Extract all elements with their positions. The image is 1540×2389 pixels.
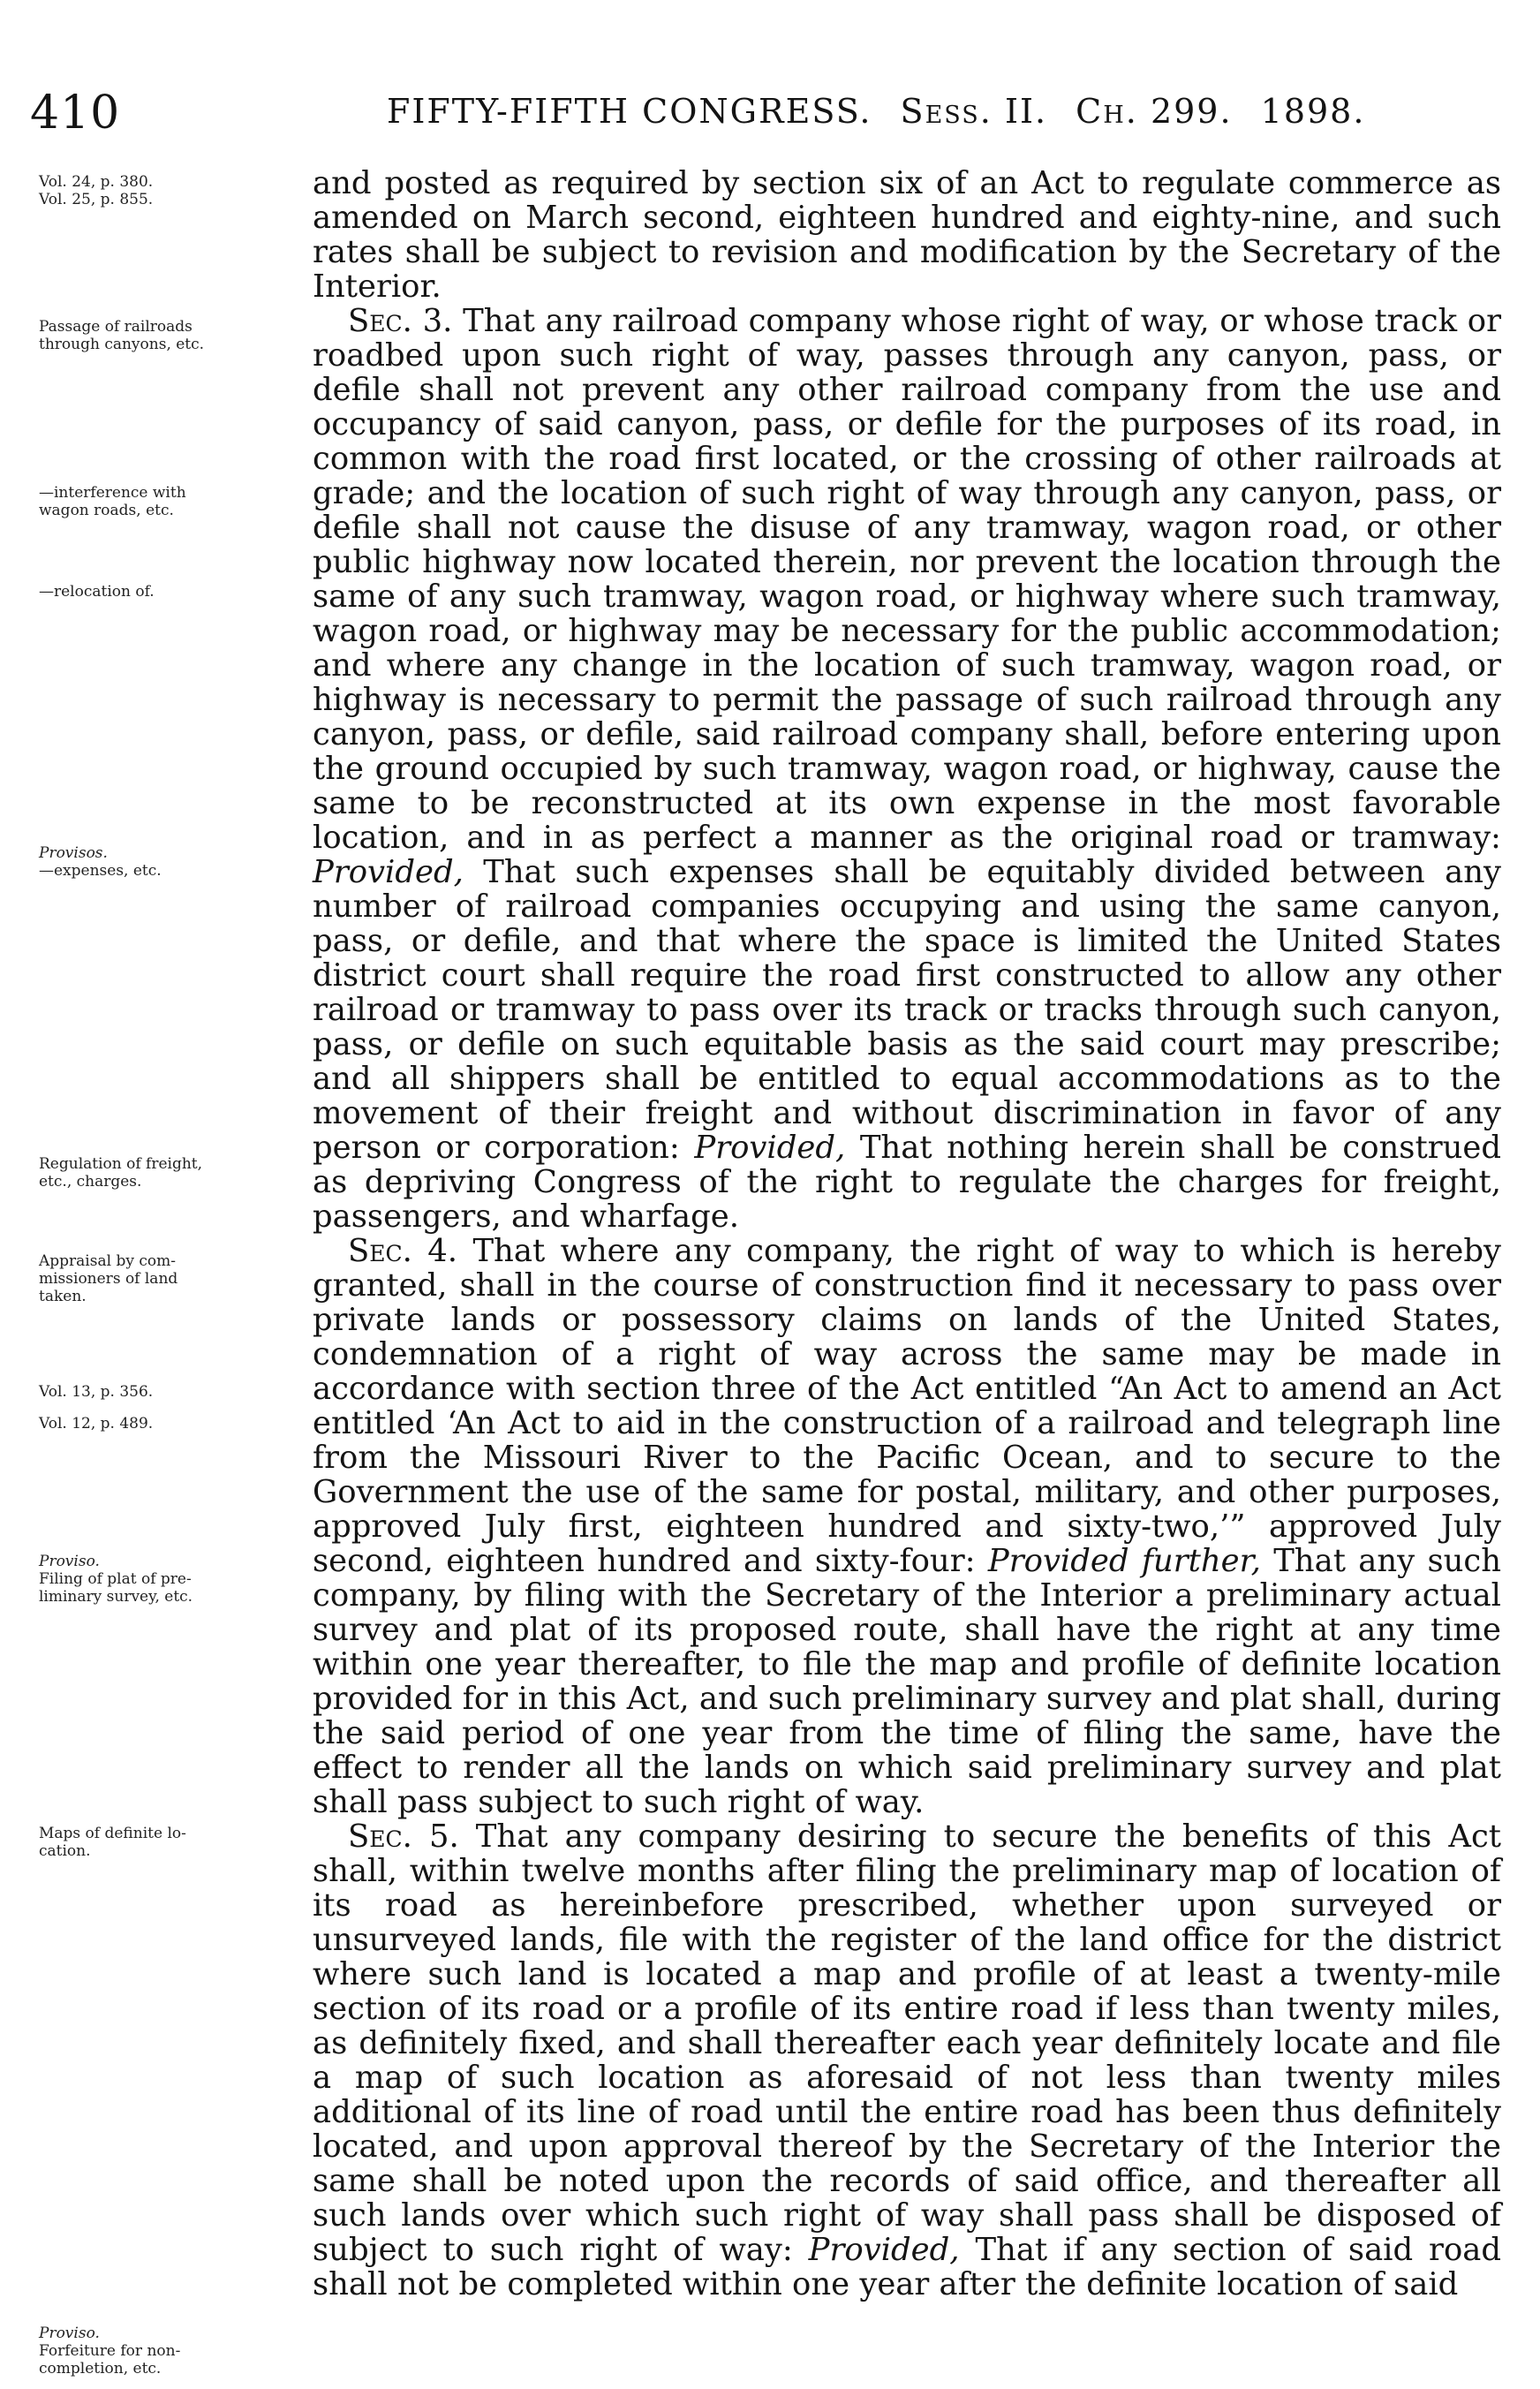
section-4 xyxy=(313,1234,1501,1819)
margin-note-line: through canyons, etc. xyxy=(39,336,205,353)
margin-note-line: cation. xyxy=(39,1842,91,1860)
page-number: 410 xyxy=(30,87,121,140)
margin-note-relocation xyxy=(39,583,155,601)
header-session: Sess. II. xyxy=(900,92,1048,131)
section-label: Sec. 5. xyxy=(348,1818,459,1855)
margin-note-passage xyxy=(39,318,204,353)
margin-note-line: liminary survey, etc. xyxy=(39,1588,193,1606)
margin-note-provisos xyxy=(39,844,162,880)
margin-note-line: —expenses, etc. xyxy=(39,862,162,880)
section-5 xyxy=(313,1819,1501,2302)
proviso-label: Provided further, xyxy=(987,1543,1261,1579)
margin-note-line: Proviso. xyxy=(39,2325,100,2342)
section-3 xyxy=(313,304,1501,1234)
margin-note-line: Vol. 25, p. 855. xyxy=(39,191,154,208)
margin-note-line: Regulation of freight, xyxy=(39,1155,203,1173)
header-title xyxy=(387,92,1365,131)
margin-note-appraisal xyxy=(39,1252,177,1305)
statute-body xyxy=(313,166,1501,2302)
section-text: That any company desiring to secure the benefits of this Act shall, within twelve months after filing the preliminary map of location of its road as hereinbefore prescribed, whether upon surveyed or unsurveyed lands, file with the register of the land office for the district where such land is located a map and profile of at least a twenty-mile section of its road or a profile of its entire road if less than twenty miles, as definitely fixed, and shall thereafter each year definitely locate and file a map of such location as aforesaid of not less than twenty miles additional of its line of road until the entire road has been thus definitely located, and upon approval thereof by the Secretary of the Interior the same shall be noted upon the records of said office, and thereafter all such lands over which such right of way shall pass shall be disposed of subject to such right of way: xyxy=(313,1818,1502,2268)
section-text: That any railroad company whose right of way, or whose track or roadbed upon such right of way, passes through any canyon, pass, or defile shall not prevent any other railroad company from the use and occupancy of said canyon, pass, or defile for the purposes of its road, in common with the road first located, or the crossing of other railroads at grade; and the location of such right of way through any canyon, pass, or defile shall not cause the disuse of any tramway, wagon road, or other public highway now located therein, nor prevent the location through the same of any such tramway, wagon road, or highway where such tramway, wagon road, or highway may be necessary for the public accommodation; and where any change in the location of such tramway, wagon road, or highway is necessary to permit the passage of such railroad through any canyon, pass, or defile, said railroad company shall, before entering upon the ground occupied by such tramway, wagon road, or highway, cause the same to be reconstructed at its own expense in the most favorable location, and in as perfect a manner as the original road or tramway: xyxy=(313,303,1502,856)
margin-note-line: Provisos. xyxy=(39,844,108,862)
section-text: That such expenses shall be equitably divided between any number of railroad companies occupying and using the same canyon, pass, or defile, and that where the space is limited the United States district court shall require the road first constructed to allow any other railroad or tramway to pass over its track or tracks through such canyon, pass, or defile on such equitable basis as the said court may prescribe; and all shippers shall be entitled to equal accommodations as to the movement of their freight and without discrimination in favor of any person or corporation: xyxy=(313,854,1501,1166)
margin-note-line: Forfeiture for non- xyxy=(39,2342,181,2360)
margin-note-filing xyxy=(39,1553,192,1606)
margin-note-line: Appraisal by com- xyxy=(39,1252,176,1270)
margin-note-line: missioners of land xyxy=(39,1270,178,1288)
margin-note-line: Vol. 12, p. 489. xyxy=(39,1415,154,1433)
section-label: Sec. 4. xyxy=(348,1233,458,1269)
header-year: 1898. xyxy=(1260,92,1366,131)
margin-note-line: wagon roads, etc. xyxy=(39,502,174,519)
margin-note-interference xyxy=(39,484,186,519)
proviso-label: Provided, xyxy=(808,2232,960,2268)
margin-note-line: Passage of railroads xyxy=(39,318,192,336)
margin-note-line: Filing of plat of pre- xyxy=(39,1570,192,1588)
header-chapter: Ch. 299. xyxy=(1076,92,1233,131)
proviso-label: Provided, xyxy=(694,1130,846,1166)
margin-note-regulation xyxy=(39,1155,202,1191)
section-text: That if any section of said road shall not be completed within one year after the definite location of said xyxy=(313,2232,1502,2302)
margin-note-line: Vol. 24, p. 380. xyxy=(39,173,154,191)
margin-note-citation xyxy=(39,173,153,208)
margin-note-line: etc., charges. xyxy=(39,1173,142,1191)
margin-note-maps xyxy=(39,1825,186,1860)
margin-note-citation-2 xyxy=(39,1383,153,1433)
margin-note-line: —interference with xyxy=(39,484,186,502)
margin-notes xyxy=(39,173,304,2378)
margin-note-line: taken. xyxy=(39,1288,87,1305)
margin-note-forfeiture xyxy=(39,2325,180,2378)
running-header xyxy=(0,87,1540,140)
paragraph-continuation xyxy=(313,166,1501,304)
proviso-label: Provided, xyxy=(313,854,464,890)
section-text: That any such company, by filing with the Secretary of the Interior a preliminary actual survey and plat of its proposed route, shall have the right at any time within one year thereafter, to file the map and profile of definite location provided for in this Act, and such preliminary survey and plat shall, during the said period of one year from the time of filing the same, have the effect to render all the lands on which said preliminary survey and plat shall pass subject to such right of way. xyxy=(313,1543,1502,1820)
section-label: Sec. 3. xyxy=(348,303,453,339)
paragraph-text: and posted as required by section six of an Act to regulate commerce as amended on March second, eighteen hundred and eighty-nine, and such rates shall be subject to revision and modification by the Secretary of the Interior. xyxy=(313,165,1501,305)
margin-note-line: Maps of definite lo- xyxy=(39,1825,186,1842)
section-text: That nothing herein shall be construed as depriving Congress of the right to regulate the charges for freight, passengers, and wharfage. xyxy=(313,1130,1502,1235)
margin-note-line: completion, etc. xyxy=(39,2360,162,2378)
header-congress: FIFTY-FIFTH CONGRESS. xyxy=(387,92,872,131)
section-text: That where any company, the right of way to which is hereby granted, shall in the course of construction find it necessary to pass over private lands or possessory claims on lands of the United States, condemnation of a right of way across the same may be made in accordance with section three of the Act entitled “An Act to amend an Act entitled ‘An Act to aid in the construction of a railroad and telegraph line from the Missouri River to the Pacific Ocean, and to secure to the Government the use of the same for postal, military, and other purposes, approved July first, eighteen hundred and sixty-two,’” approved July second, eighteen hundred and sixty-four: xyxy=(313,1233,1502,1579)
margin-note-line: —relocation of. xyxy=(39,583,155,601)
margin-note-line: Vol. 13, p. 356. xyxy=(39,1383,154,1401)
margin-note-line: Proviso. xyxy=(39,1553,100,1570)
